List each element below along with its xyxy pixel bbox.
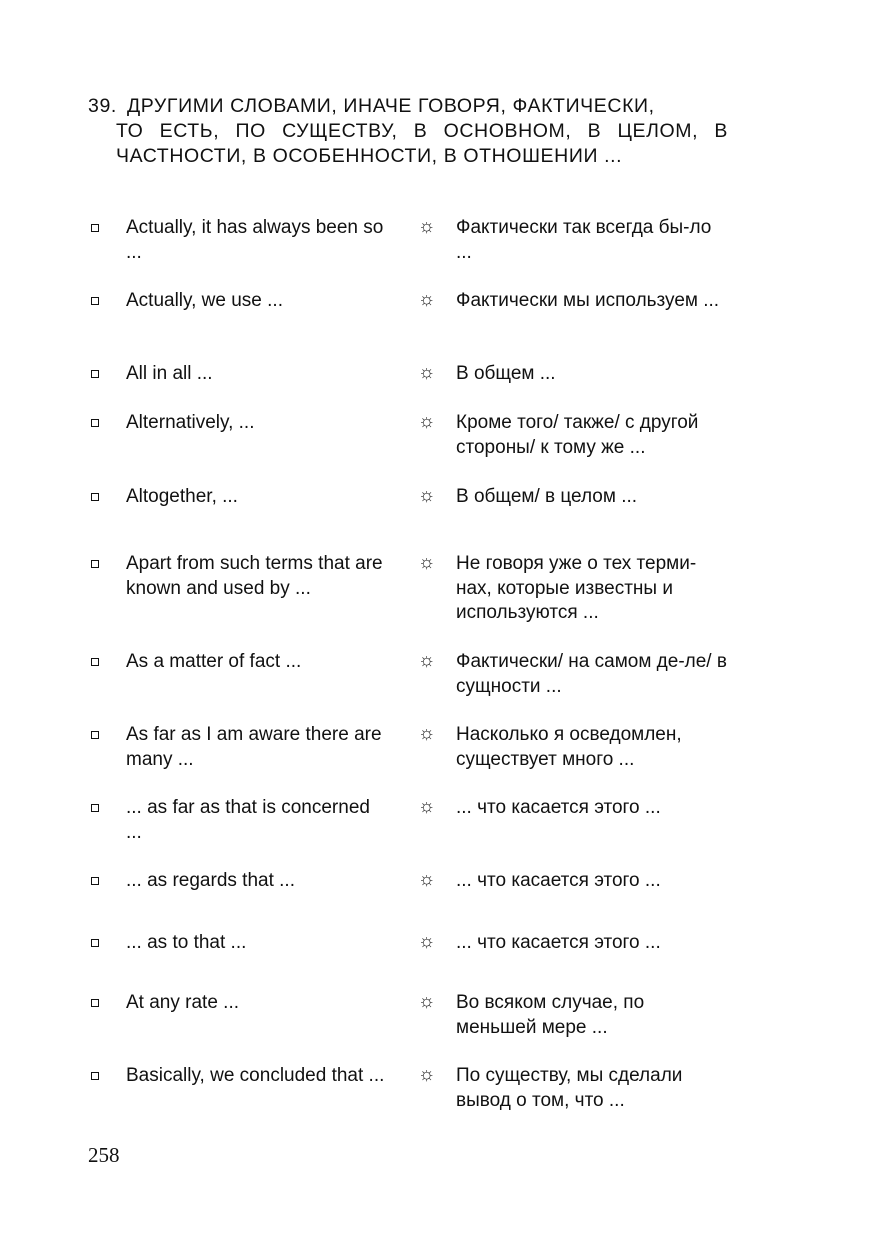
russian-translation: По существу, мы сделали вывод о том, что ... <box>456 1065 683 1111</box>
english-phrase: All in all ... <box>126 363 213 384</box>
phrase-row <box>88 991 738 1051</box>
checkbox-square-icon <box>91 419 99 427</box>
sun-icon: ☼ <box>418 931 436 952</box>
phrase-row <box>88 869 738 929</box>
checkbox-square-icon <box>91 493 99 501</box>
phrase-row <box>88 411 738 471</box>
english-phrase: Apart from such terms that are known and used by ... <box>126 553 383 599</box>
phrase-row <box>88 216 738 276</box>
english-phrase: Actually, we use ... <box>126 290 283 311</box>
russian-translation: Фактически так всегда бы-ло ... <box>456 217 712 263</box>
russian-translation: ... что касается этого ... <box>456 932 661 953</box>
english-phrase: Basically, we concluded that ... <box>126 1065 385 1086</box>
sun-icon: ☼ <box>418 796 436 817</box>
phrase-row <box>88 796 738 856</box>
section-heading-continuation: ТО ЕСТЬ, ПО СУЩЕСТВУ, В ОСНОВНОМ, В ЦЕЛОМ, В ЧАСТНОСТИ, В ОСОБЕННОСТИ, В ОТНОШЕНИИ ... <box>116 120 728 167</box>
checkbox-square-icon <box>91 1072 99 1080</box>
section-heading <box>88 94 728 169</box>
english-phrase: ... as regards that ... <box>126 870 295 891</box>
sun-icon: ☼ <box>418 991 436 1012</box>
sun-icon: ☼ <box>418 411 436 432</box>
phrase-row <box>88 931 738 991</box>
phrase-row <box>88 289 738 349</box>
phrase-row <box>88 650 738 710</box>
sun-icon: ☼ <box>418 869 436 890</box>
sun-icon: ☼ <box>418 289 436 310</box>
checkbox-square-icon <box>91 658 99 666</box>
russian-translation: Фактически/ на самом де-ле/ в сущности ... <box>456 651 727 697</box>
russian-translation: В общем/ в целом ... <box>456 486 638 507</box>
sun-icon: ☼ <box>418 216 436 237</box>
phrase-row <box>88 552 738 632</box>
sun-icon: ☼ <box>418 650 436 671</box>
english-phrase: At any rate ... <box>126 992 239 1013</box>
russian-translation: Не говоря уже о тех терми-нах, которые известны и используются ... <box>456 553 697 623</box>
checkbox-square-icon <box>91 999 99 1007</box>
checkbox-square-icon <box>91 370 99 378</box>
russian-translation: ... что касается этого ... <box>456 870 661 891</box>
russian-translation: Кроме того/ также/ с другой стороны/ к тому же ... <box>456 412 699 458</box>
sun-icon: ☼ <box>418 723 436 744</box>
checkbox-square-icon <box>91 297 99 305</box>
page-number: 258 <box>88 1143 120 1167</box>
russian-translation: Во всяком случае, по меньшей мере ... <box>456 992 645 1038</box>
phrase-row <box>88 1064 738 1124</box>
russian-translation: Фактически мы используем ... <box>456 290 720 311</box>
russian-translation: Насколько я осведомлен, существует много ... <box>456 724 682 770</box>
checkbox-square-icon <box>91 804 99 812</box>
english-phrase: As far as I am aware there are many ... <box>126 724 382 770</box>
checkbox-square-icon <box>91 939 99 947</box>
english-phrase: Actually, it has always been so ... <box>126 217 384 263</box>
checkbox-square-icon <box>91 877 99 885</box>
checkbox-square-icon <box>91 731 99 739</box>
section-number: 39. <box>88 95 117 117</box>
sun-icon: ☼ <box>418 362 436 383</box>
russian-translation: В общем ... <box>456 363 556 384</box>
sun-icon: ☼ <box>418 485 436 506</box>
english-phrase: ... as far as that is concerned ... <box>126 797 370 843</box>
phrase-row <box>88 723 738 783</box>
english-phrase: As a matter of fact ... <box>126 651 302 672</box>
checkbox-square-icon <box>91 560 99 568</box>
russian-translation: ... что касается этого ... <box>456 797 661 818</box>
phrase-row <box>88 485 738 545</box>
english-phrase: ... as to that ... <box>126 932 247 953</box>
sun-icon: ☼ <box>418 552 436 573</box>
section-heading-line1: ДРУГИМИ СЛОВАМИ, ИНАЧЕ ГОВОРЯ, ФАКТИЧЕСКИ, <box>126 95 655 117</box>
english-phrase: Alternatively, ... <box>126 412 255 433</box>
english-phrase: Altogether, ... <box>126 486 238 507</box>
sun-icon: ☼ <box>418 1064 436 1085</box>
checkbox-square-icon <box>91 224 99 232</box>
